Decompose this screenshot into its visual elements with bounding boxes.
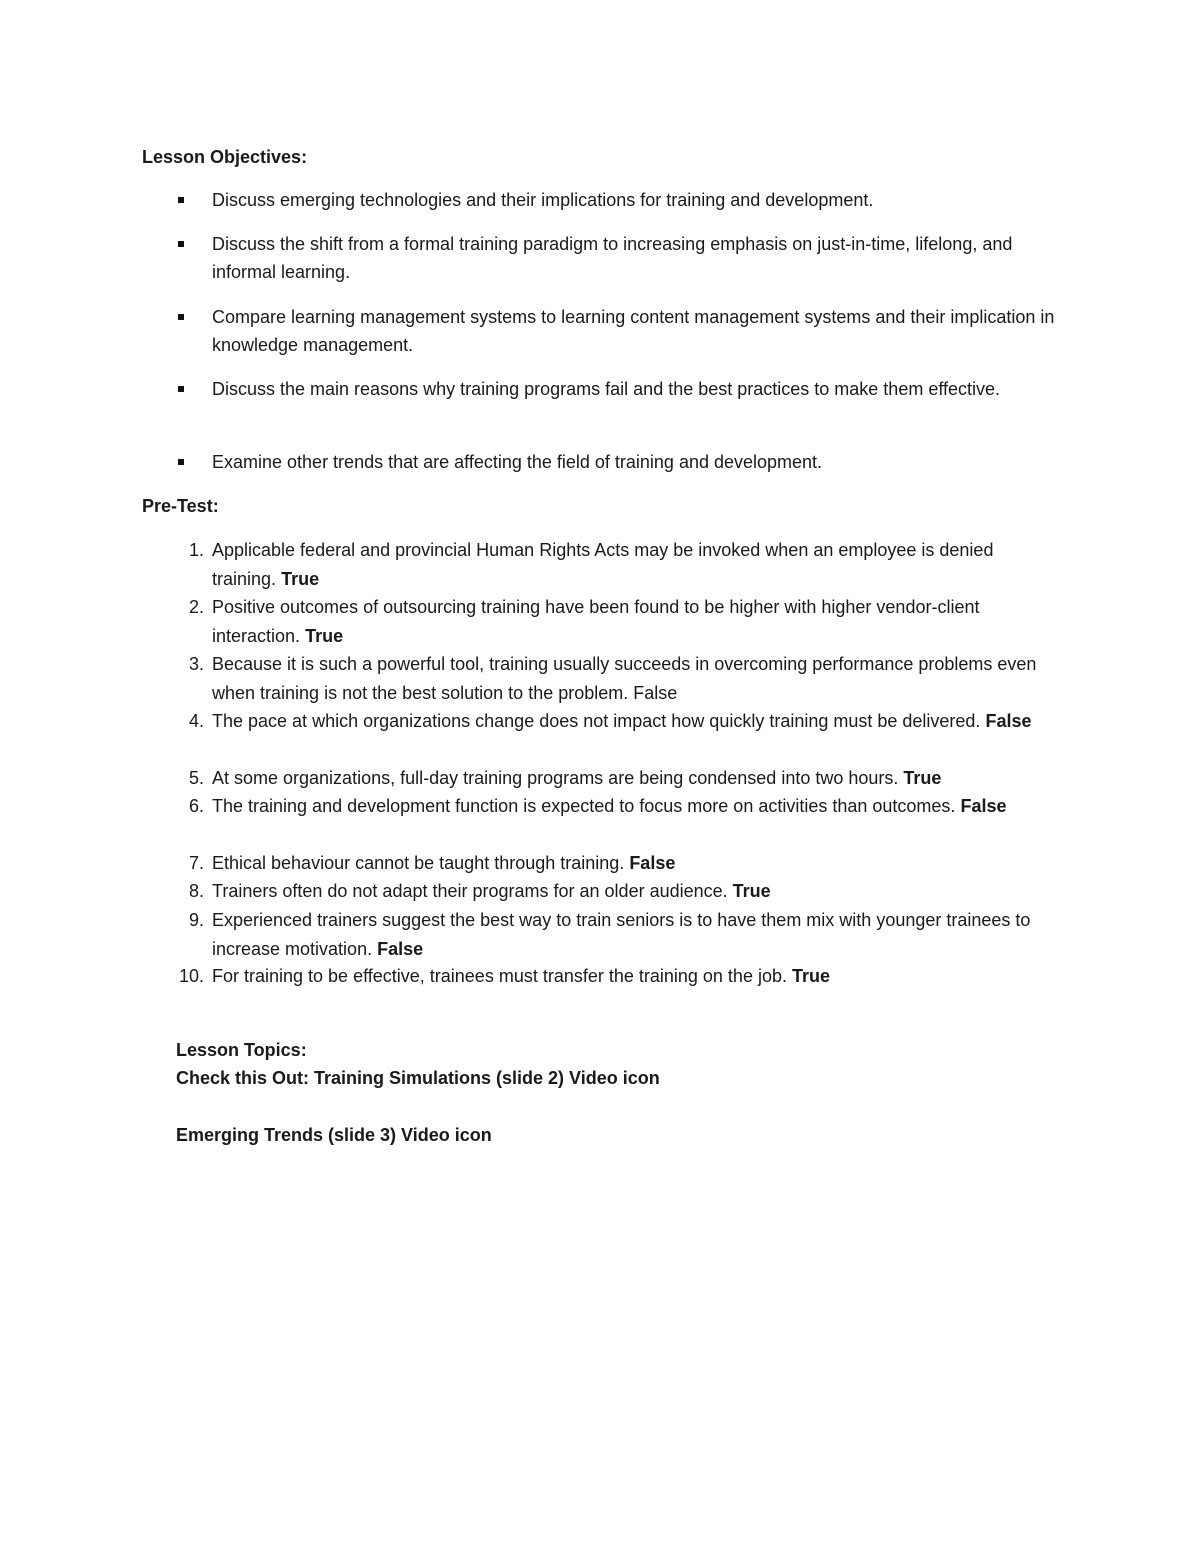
pretest-item — [142, 906, 1062, 963]
objective-text: Discuss the shift from a formal training paradigm to increasing emphasis on just-in-time, lifelong, and informal learning. — [212, 234, 1013, 282]
objective-item — [142, 375, 1062, 403]
pretest-item — [142, 849, 1062, 878]
bullet-icon — [178, 459, 184, 465]
lesson-objectives-heading: Lesson Objectives: — [142, 147, 308, 167]
pretest-item — [142, 593, 1062, 650]
objective-text: Discuss the main reasons why training programs fail and the best practices to make them effective. — [212, 379, 1001, 399]
objective-item — [142, 303, 1062, 359]
objective-text: Examine other trends that are affecting the field of training and development. — [212, 452, 823, 472]
question-text: Experienced trainers suggest the best way to train seniors is to have them mix with younger trainees to increase motivation. — [212, 910, 1031, 959]
pretest-heading: Pre-Test: — [142, 496, 219, 516]
topic-check-this-out: Check this Out: Training Simulations (slide 2) Video icon — [176, 1068, 660, 1088]
answer-text: True — [732, 881, 771, 901]
pretest-item — [142, 792, 1062, 821]
objective-text: Discuss emerging technologies and their implications for training and development. — [212, 190, 874, 210]
answer-text: True — [305, 625, 344, 646]
question-text: Because it is such a powerful tool, training usually succeeds in overcoming performance problems even when training is not the best solution to the problem. — [212, 654, 1037, 703]
pretest-item — [142, 962, 1062, 991]
lesson-topics-heading: Lesson Topics: — [176, 1040, 307, 1060]
item-number: 2. — [188, 597, 204, 617]
question-text: The training and development function is expected to focus more on activities than outcomes. — [212, 796, 956, 816]
bullet-icon — [178, 197, 184, 203]
objective-item — [142, 230, 1062, 286]
question-text: The pace at which organizations change does not impact how quickly training must be delivered. — [212, 711, 981, 731]
answer-text: False — [960, 796, 1007, 816]
answer-text: True — [281, 568, 320, 589]
answer-text: False — [633, 682, 678, 703]
question-text: For training to be effective, trainees must transfer the training on the job. — [212, 966, 787, 986]
item-number: 9. — [188, 910, 204, 930]
question-text: Positive outcomes of outsourcing training have been found to be higher with higher vendor-client interaction. — [212, 597, 980, 646]
objective-item — [142, 186, 1062, 214]
question-text: Applicable federal and provincial Human Rights Acts may be invoked when an employee is denied training. — [212, 540, 994, 589]
item-number: 5. — [188, 768, 204, 788]
bullet-icon — [178, 314, 184, 320]
item-number: 3. — [188, 654, 204, 674]
topic-emerging-trends: Emerging Trends (slide 3) Video icon — [176, 1125, 492, 1145]
answer-text: True — [903, 768, 942, 788]
item-number: 8. — [188, 881, 204, 901]
question-text: Trainers often do not adapt their programs for an older audience. — [212, 881, 728, 901]
objective-text: Compare learning management systems to learning content management systems and their implication in knowledge management. — [212, 307, 1055, 355]
item-number: 7. — [188, 853, 204, 873]
bullet-icon — [178, 241, 184, 247]
item-number: 4. — [188, 711, 204, 731]
item-number: 1. — [188, 540, 204, 560]
pretest-item — [142, 764, 1062, 793]
item-number: 10. — [178, 966, 204, 986]
answer-text: True — [792, 966, 831, 986]
bullet-icon — [178, 386, 184, 392]
answer-text: False — [629, 853, 676, 873]
pretest-item — [142, 650, 1062, 707]
answer-text: False — [985, 711, 1032, 731]
question-text: At some organizations, full-day training programs are being condensed into two hours. — [212, 768, 899, 788]
answer-text: False — [377, 938, 424, 959]
pretest-item — [142, 877, 1062, 906]
question-text: Ethical behaviour cannot be taught through training. — [212, 853, 625, 873]
pretest-item — [142, 536, 1062, 593]
item-number: 6. — [188, 796, 204, 816]
objective-item — [142, 448, 1062, 476]
pretest-item — [142, 707, 1062, 736]
